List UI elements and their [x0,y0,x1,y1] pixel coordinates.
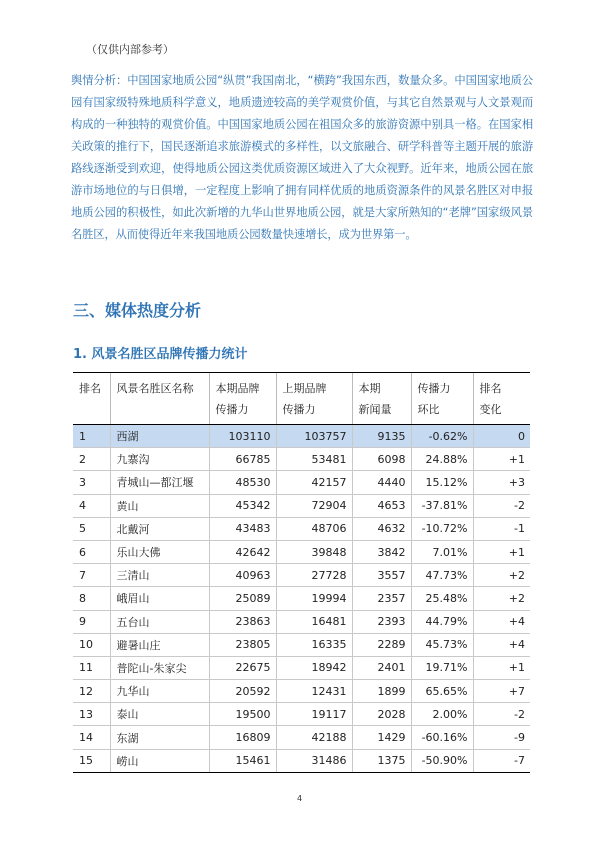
cell-rank: 8 [73,587,110,610]
cell-rank-change: +7 [473,680,530,703]
cell-name: 九寨沟 [110,448,209,471]
cell-ratio: 7.01% [411,540,473,563]
cell-rank: 13 [73,703,110,726]
table-row [73,587,530,610]
cell-rank: 15 [73,749,110,772]
cell-ratio: 25.48% [411,587,473,610]
cell-name: 三清山 [110,564,209,587]
cell-rank-change: +4 [473,610,530,633]
cell-ratio: -60.16% [411,726,473,749]
header-current-influence: 本期品牌 传播力 [209,373,276,425]
cell-ratio: -10.72% [411,517,473,540]
cell-name: 北戴河 [110,517,209,540]
cell-previous-influence: 48706 [276,517,352,540]
cell-rank-change: +2 [473,587,530,610]
cell-name: 青城山—都江堰 [110,471,209,494]
cell-current-influence: 23805 [209,633,276,656]
cell-current-influence: 19500 [209,703,276,726]
cell-rank: 10 [73,633,110,656]
cell-current-influence: 43483 [209,517,276,540]
table-title: 1. 风景名胜区品牌传播力统计 [73,347,248,362]
header-previous-influence: 上期品牌 传播力 [276,373,352,425]
cell-rank-change: +1 [473,656,530,679]
cell-name: 峨眉山 [110,587,209,610]
cell-rank-change: +4 [473,633,530,656]
table-row [73,540,530,563]
cell-rank: 6 [73,540,110,563]
table-row [73,564,530,587]
cell-rank: 7 [73,564,110,587]
table-row [73,494,530,517]
cell-current-influence: 25089 [209,587,276,610]
cell-rank: 3 [73,471,110,494]
header-name: 风景名胜区名称 [110,373,209,425]
table-row [73,448,530,471]
cell-ratio: 47.73% [411,564,473,587]
cell-rank-change: +3 [473,471,530,494]
cell-ratio: -50.90% [411,749,473,772]
table-header-row [73,373,530,425]
cell-rank-change: -9 [473,726,530,749]
header-ratio: 传播力 环比 [411,373,473,425]
cell-name: 泰山 [110,703,209,726]
cell-news-volume: 3557 [352,564,411,587]
cell-news-volume: 6098 [352,448,411,471]
cell-current-influence: 15461 [209,749,276,772]
cell-rank: 1 [73,425,110,448]
cell-previous-influence: 31486 [276,749,352,772]
cell-current-influence: 40963 [209,564,276,587]
brand-influence-table [73,372,530,773]
cell-name: 九华山 [110,680,209,703]
cell-current-influence: 42642 [209,540,276,563]
cell-previous-influence: 12431 [276,680,352,703]
cell-ratio: 19.71% [411,656,473,679]
cell-rank: 11 [73,656,110,679]
table-row [73,749,530,772]
cell-ratio: 65.65% [411,680,473,703]
cell-previous-influence: 18942 [276,656,352,679]
cell-current-influence: 48530 [209,471,276,494]
cell-rank-change: -7 [473,749,530,772]
cell-previous-influence: 19994 [276,587,352,610]
cell-ratio: 2.00% [411,703,473,726]
cell-name: 黄山 [110,494,209,517]
table-row [73,471,530,494]
cell-news-volume: 9135 [352,425,411,448]
cell-current-influence: 16809 [209,726,276,749]
cell-rank-change: 0 [473,425,530,448]
table-row [73,517,530,540]
table-row [73,726,530,749]
table-row [73,610,530,633]
section-title: 三、媒体热度分析 [73,301,202,320]
cell-news-volume: 3842 [352,540,411,563]
cell-rank: 5 [73,517,110,540]
table-row [73,680,530,703]
cell-news-volume: 2401 [352,656,411,679]
cell-rank-change: -2 [473,494,530,517]
cell-ratio: 15.12% [411,471,473,494]
cell-news-volume: 2289 [352,633,411,656]
analysis-paragraph: 舆情分析：中国国家地质公园“纵贯”我国南北，“横跨”我国东西，数量众多。中国国家地质公园有国家级特殊地质科学意义，地质遗迹较高的美学观赏价值，与其它自然景观与人文景观而构成的一种独特的观赏价值。中国国家地质公园在祖国众多的旅游资源中别具一格。在国家相关政策的推行下，国民逐渐追求旅游模式的多样性，以文旅融合、研学科普等主题开展的旅游路线逐渐受到欢迎，使得地质公园这类优质资源区域进入了大众视野。近年来，地质公园在旅游市场地位的与日俱增，一定程度上影响了拥有同样优质的地质资源条件的风景名胜区对申报地质公园的积极性，如此次新增的九华山世界地质公园，就是大家所熟知的“老牌”国家级风景名胜区，从而使得近年来我国地质公园数量快速增长，成为世界第一。 [71,74,533,241]
cell-news-volume: 4632 [352,517,411,540]
cell-previous-influence: 103757 [276,425,352,448]
cell-news-volume: 2357 [352,587,411,610]
cell-ratio: 44.79% [411,610,473,633]
cell-previous-influence: 72904 [276,494,352,517]
cell-rank: 2 [73,448,110,471]
cell-ratio: -37.81% [411,494,473,517]
cell-previous-influence: 19117 [276,703,352,726]
cell-rank: 14 [73,726,110,749]
cell-previous-influence: 39848 [276,540,352,563]
cell-previous-influence: 16481 [276,610,352,633]
cell-previous-influence: 53481 [276,448,352,471]
cell-current-influence: 103110 [209,425,276,448]
cell-name: 普陀山-朱家尖 [110,656,209,679]
cell-rank-change: +1 [473,448,530,471]
cell-current-influence: 20592 [209,680,276,703]
cell-rank-change: -1 [473,517,530,540]
cell-news-volume: 2393 [352,610,411,633]
cell-rank-change: +1 [473,540,530,563]
cell-current-influence: 22675 [209,656,276,679]
cell-news-volume: 1899 [352,680,411,703]
cell-current-influence: 45342 [209,494,276,517]
table-row [73,425,530,448]
cell-name: 崂山 [110,749,209,772]
cell-previous-influence: 42157 [276,471,352,494]
internal-reference-note: （仅供内部参考） [86,43,174,56]
page-number: 4 [297,794,303,803]
table-row [73,703,530,726]
cell-name: 避暑山庄 [110,633,209,656]
cell-rank: 9 [73,610,110,633]
cell-news-volume: 1429 [352,726,411,749]
cell-news-volume: 4653 [352,494,411,517]
cell-name: 东湖 [110,726,209,749]
table-row [73,656,530,679]
cell-name: 乐山大佛 [110,540,209,563]
cell-ratio: 24.88% [411,448,473,471]
cell-rank-change: -2 [473,703,530,726]
cell-news-volume: 4440 [352,471,411,494]
cell-rank: 12 [73,680,110,703]
cell-ratio: 45.73% [411,633,473,656]
cell-news-volume: 2028 [352,703,411,726]
cell-rank-change: +2 [473,564,530,587]
header-rank: 排名 [73,373,110,425]
cell-previous-influence: 16335 [276,633,352,656]
header-news-volume: 本期 新闻量 [352,373,411,425]
cell-previous-influence: 42188 [276,726,352,749]
header-rank-change: 排名 变化 [473,373,530,425]
cell-name: 西湖 [110,425,209,448]
cell-name: 五台山 [110,610,209,633]
cell-previous-influence: 27728 [276,564,352,587]
cell-news-volume: 1375 [352,749,411,772]
cell-current-influence: 66785 [209,448,276,471]
cell-current-influence: 23863 [209,610,276,633]
cell-rank: 4 [73,494,110,517]
cell-ratio: -0.62% [411,425,473,448]
table-row [73,633,530,656]
